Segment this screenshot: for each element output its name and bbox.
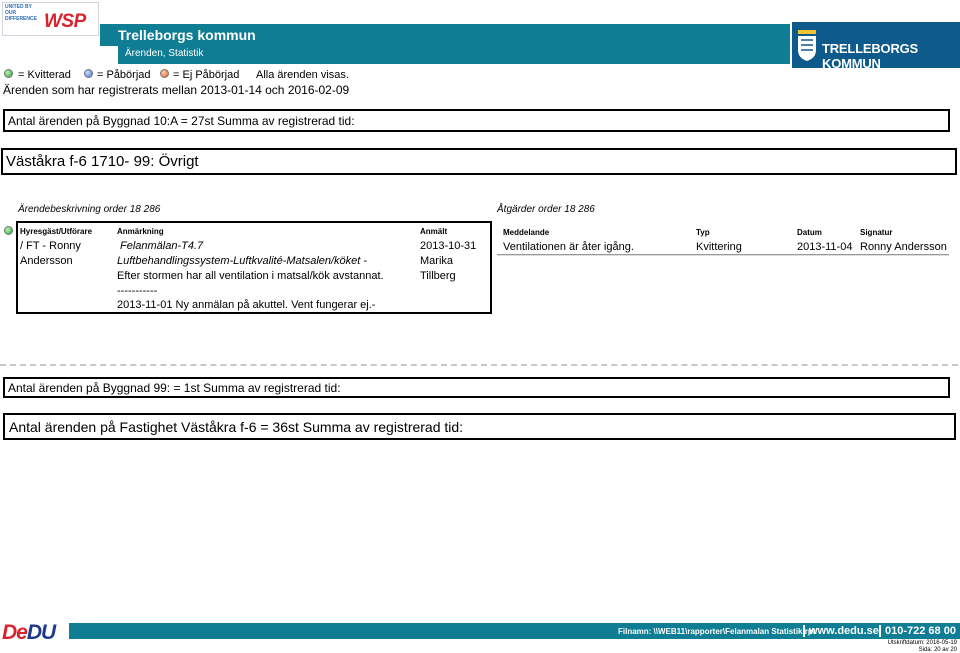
- column-header-tenant: Hyresgäst/Utförare: [20, 227, 93, 236]
- column-header-signature: Signatur: [860, 228, 893, 237]
- actions-heading: Åtgärder order 18 286: [497, 204, 595, 215]
- footer-filename: Filnamn: \\WEB11\rapporter\Felanmalan Statistik.rpt: [618, 627, 816, 636]
- description-heading: Ärendebeskrivning order 18 286: [18, 204, 161, 215]
- column-header-message: Meddelande: [503, 228, 550, 237]
- reported-by: Tillberg: [420, 270, 456, 282]
- column-header-date: Datum: [797, 228, 822, 237]
- footer-website: www.dedu.se: [803, 625, 879, 637]
- column-header-remark: Anmärkning: [117, 227, 164, 236]
- remark-line: 2013-11-01 Ny anmälan på akuttel. Vent fungerar ej.-: [117, 299, 376, 311]
- section-divider: [0, 364, 958, 366]
- status-not-started-icon: [160, 69, 169, 78]
- filter-note: Alla ärenden visas.: [256, 69, 349, 81]
- period-text: Ärenden som har registrerats mellan 2013-01-14 och 2016-02-09: [3, 83, 350, 97]
- reported-by: Marika: [420, 255, 454, 267]
- property-summary: Antal ärenden på Fastighet Väståkra f-6 = 36st Summa av registrerad tid:: [9, 419, 464, 435]
- remark-line: Efter stormen har all ventilation i matsal/kök avstannat.: [117, 270, 384, 282]
- page-subtitle: Ärenden, Statistik: [125, 48, 204, 59]
- action-type: Kvittering: [696, 241, 742, 253]
- dedu-logo-part: De: [2, 621, 27, 644]
- page-number: Sida: 20 av 20: [918, 647, 957, 653]
- column-header-reported: Anmält: [420, 227, 448, 236]
- remark-line: Luftbehandlingssystem-Luftkvalité-Matsalen/köket -: [117, 255, 368, 267]
- action-row-divider: [497, 254, 949, 256]
- tenant-line: Andersson: [20, 255, 73, 267]
- status-started-icon: [84, 69, 93, 78]
- dedu-logo-part: DU: [26, 621, 56, 644]
- header-subtitle-bar: [118, 46, 790, 63]
- column-header-type: Typ: [696, 228, 710, 237]
- print-date: Utskriftdatum: 2016-05-19: [887, 640, 957, 646]
- legend-started: = Påbörjad: [97, 69, 151, 81]
- crest-icon: [797, 30, 817, 61]
- remark-line: -----------: [117, 285, 158, 297]
- action-signature: Ronny Andersson: [860, 241, 947, 253]
- legend-not-started: = Ej Påbörjad: [173, 69, 240, 81]
- wsp-logo-text: WSP: [44, 11, 86, 32]
- remark-line: Felanmälan-T4.7: [120, 240, 204, 252]
- tenant-line: / FT - Ronny: [20, 240, 81, 252]
- group-title: Väståkra f-6 1710- 99: Övrigt: [6, 153, 199, 170]
- action-message: Ventilationen är åter igång.: [503, 241, 634, 253]
- building-summary: Antal ärenden på Byggnad 10:A = 27st Summa av registrerad tid:: [8, 114, 355, 128]
- status-completed-icon: [4, 69, 13, 78]
- legend-completed: = Kvitterad: [18, 69, 71, 81]
- reported-date: 2013-10-31: [420, 240, 477, 252]
- header-divider: [118, 63, 790, 64]
- page-title: Trelleborgs kommun: [118, 27, 256, 43]
- building99-summary: Antal ärenden på Byggnad 99: = 1st Summa av registrerad tid:: [8, 381, 341, 395]
- action-date: 2013-11-04: [797, 241, 853, 253]
- wsp-tagline: UNITED BY OUR DIFFERENCE: [5, 4, 37, 22]
- dedu-logo: [2, 621, 55, 645]
- footer-phone: 010-722 68 00: [879, 625, 956, 637]
- municipality-name: TRELLEBORGS KOMMUN: [822, 41, 919, 71]
- case-status-icon: [4, 226, 13, 235]
